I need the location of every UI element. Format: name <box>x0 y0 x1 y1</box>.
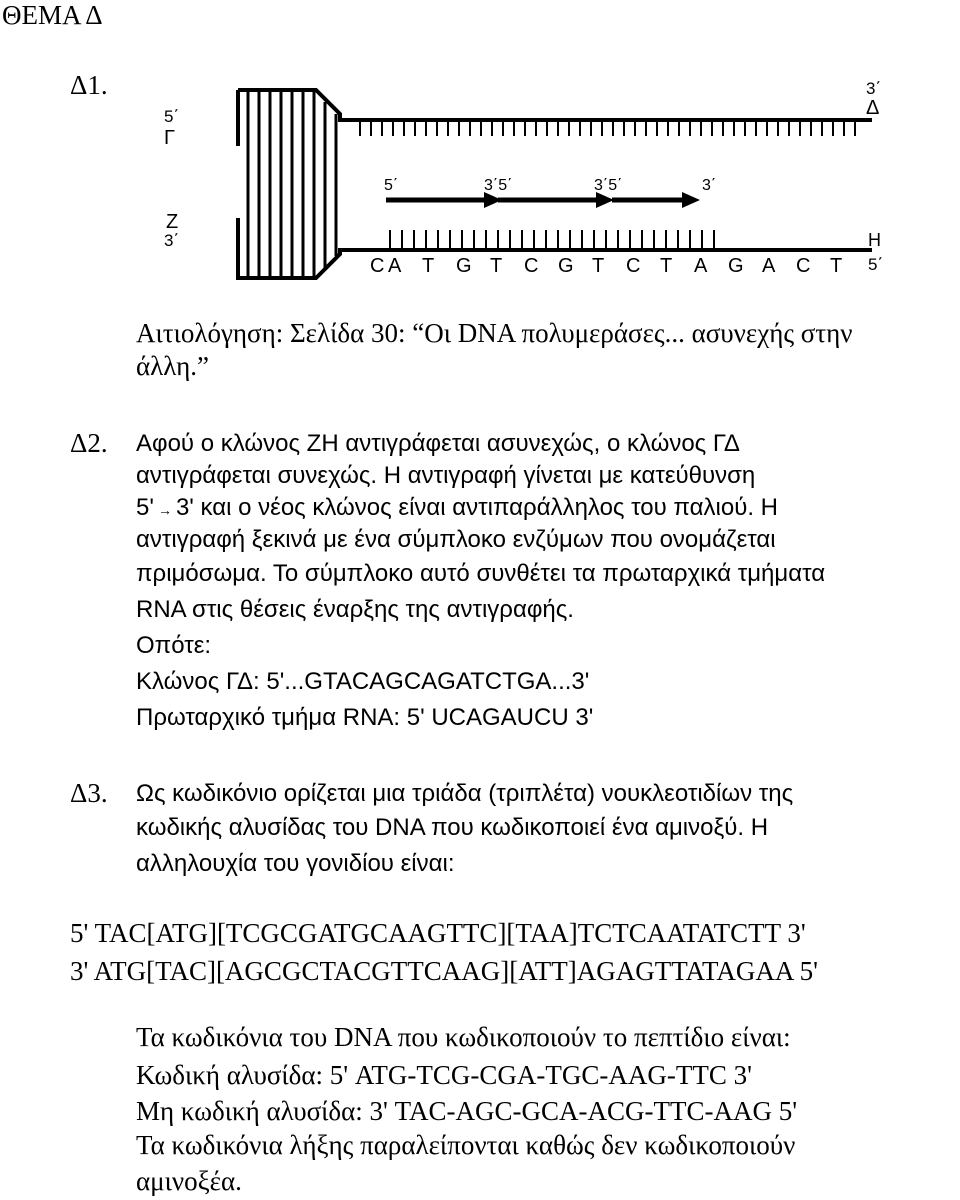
lagging-strand-ticks <box>390 230 714 248</box>
label-strand-zeta: Ζ <box>166 211 179 233</box>
d2-strand-sequence: Κλώνος ΓΔ: 5'...GTACAGCAGATCTGA...3' <box>136 668 590 695</box>
template-base: G <box>456 255 472 277</box>
d3-label: Δ3. <box>70 778 108 808</box>
okazaki-fragments <box>386 192 700 208</box>
justification-line: άλλη.” <box>136 351 209 381</box>
template-base: T <box>592 255 605 277</box>
template-base: T <box>660 255 673 277</box>
okazaki-label: 3΄5΄ <box>594 177 623 194</box>
d2-5prime: 5' <box>136 494 154 521</box>
replication-fork-diagram <box>150 78 910 283</box>
template-base: A <box>694 255 708 277</box>
d2-rna-primer: Πρωταρχικό τμήμα RNA: 5' UCAGAUCU 3' <box>136 704 594 731</box>
okazaki-label: 3΄ <box>702 177 717 194</box>
label-strand-eta: Η <box>868 230 881 250</box>
template-base: T <box>830 255 843 277</box>
d2-line3-rest: 3' και ο νέος κλώνος είναι αντιπαράλληλος του παλιού. Η <box>175 494 778 521</box>
noncoding-strand-codons: Μη κωδική αλυσίδα: 3' TAC-AGC-GCA-ACG-TTC-AAG 5' <box>136 1096 798 1126</box>
template-base: A <box>762 255 776 277</box>
d2-text-line: αντιγραφή ξεκινά με ένα σύμπλοκο ενζύμων που ονομάζεται <box>136 526 776 553</box>
leading-strand-ticks <box>360 122 855 136</box>
d2-text-line: πριμόσωμα. Το σύμπλοκο αυτό συνθέτει τα πρωταρχικά τμήματα <box>136 560 826 587</box>
d2-text-line <box>136 496 778 520</box>
base-pair-rungs <box>248 92 336 278</box>
d2-text-line: αντιγράφεται συνεχώς. Η αντιγραφή γίνεται με κατεύθυνση <box>136 462 756 489</box>
gene-sequence-coding: 5' TAC[ATG][TCGCGATGCAAGTTC][TAA]TCTCAATATCTT 3' <box>70 918 806 948</box>
gene-sequence-template: 3' ATG[TAC][AGCGCTACGTTCAAG][ATT]AGAGTTATAGAA 5' <box>70 956 819 986</box>
template-base: C <box>796 255 811 277</box>
codons-intro: Τα κωδικόνια του DNA που κωδικοποιούν το πεπτίδιο είναι: <box>136 1022 791 1052</box>
d2-text-line: Οπότε: <box>136 632 212 659</box>
stop-codons-note: Τα κωδικόνια λήξης παραλείπονται καθώς δεν κωδικοποιούν <box>136 1130 796 1160</box>
template-base: A <box>388 255 402 277</box>
d3-text-line: Ως κωδικόνιο ορίζεται μια τριάδα (τριπλέτα) νουκλεοτιδίων της <box>136 780 794 807</box>
section-title: ΘΕΜΑ Δ <box>2 0 103 30</box>
okazaki-label: 3΄5΄ <box>484 177 513 194</box>
template-base: G <box>728 255 744 277</box>
template-base: T <box>490 255 503 277</box>
label-strand-gamma: Γ <box>164 127 176 149</box>
d3-text-line: αλληλουχία του γονιδίου είναι: <box>136 850 455 877</box>
top-strand <box>238 90 872 146</box>
d3-text-line: κωδικής αλυσίδας του DNA που κωδικοποιεί ένα αμινοξύ. Η <box>136 814 769 841</box>
label-bottom-3prime: 3΄ <box>164 231 180 250</box>
label-top-5prime: 5΄ <box>164 107 180 126</box>
direction-arrow-icon: → <box>157 502 172 518</box>
coding-strand-codons: Κωδική αλυσίδα: 5' ATG-TCG-CGA-TGC-AAG-TTC 3' <box>136 1060 752 1090</box>
okazaki-label: 5΄ <box>384 177 399 194</box>
template-base: G <box>558 255 574 277</box>
d2-text-line: RNA στις θέσεις έναρξης της αντιγραφής. <box>136 596 574 623</box>
d1-label: Δ1. <box>70 70 108 100</box>
template-base: C <box>626 255 641 277</box>
template-base: C <box>524 255 539 277</box>
d2-text-line: Αφού ο κλώνος ΖΗ αντιγράφεται ασυνεχώς, ο κλώνος ΓΔ <box>136 430 740 457</box>
stop-codons-note: αμινοξέα. <box>136 1166 242 1196</box>
label-bottom-5prime: 5΄ <box>868 255 884 274</box>
d2-label: Δ2. <box>70 428 108 458</box>
template-base: C <box>370 255 385 277</box>
template-base: T <box>422 255 435 277</box>
bottom-strand <box>238 218 872 278</box>
label-strand-delta: Δ <box>866 97 880 119</box>
justification-line: Αιτιολόγηση: Σελίδα 30: “Οι DNA πολυμεράσες... ασυνεχής στην <box>136 318 853 348</box>
label-top-3prime: 3΄ <box>866 79 882 98</box>
